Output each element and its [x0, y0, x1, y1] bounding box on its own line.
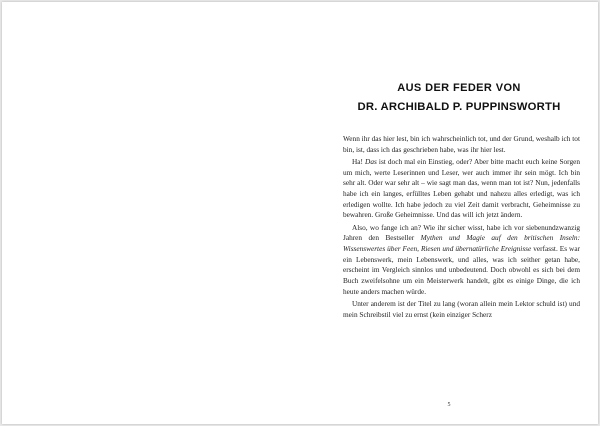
body-paragraph	[343, 223, 580, 298]
page-number: 5	[447, 402, 451, 408]
paragraph-text: Wenn ihr das hier lest, bin ich wahrscheinlich tot, und der Grund, weshalb ich tot bin, ist, dass ich das geschrieben habe, was ihr hier lest.	[343, 134, 580, 154]
paragraph-text: Also, wo fange ich an? Wie ihr sicher wisst, habe ich vor siebenundzwanzig Jahren den Bestseller	[343, 222, 580, 243]
paragraph-text: ist doch mal ein Einstieg, oder? Aber bitte macht euch keine Sorgen um mich, werte Leserinnen und Leser, wer auch immer ihr sein mögt. Ich bin sehr alt. Oder war sehr alt – wie sagt man das, wenn man tot ist? Nun, jedenfalls habe ich ein langes, erfülltes Leben gehabt und nahezu alles erledigt, was ich erledigen wollte. Ich habe jedoch zu viel Zeit damit verbracht, Geheimnisse zu bewahren. Große Geheimnisse. Und das will ich jetzt ändern.	[343, 156, 580, 220]
title-line-1: AUS DER FEDER VON	[397, 82, 521, 94]
italic-text: Das	[365, 156, 377, 166]
body-paragraph	[343, 134, 580, 155]
body-paragraph	[343, 157, 580, 221]
body-paragraph	[343, 299, 580, 320]
italic-text: Mythen und Magie auf den britischen Inseln: Wissenswertes über Feen, Riesen und übernatürliche Ereignisse	[343, 233, 581, 254]
chapter-title	[340, 79, 578, 117]
title-line-2: DR. ARCHIBALD P. PUPPINSWORTH	[357, 101, 561, 113]
book-spread	[2, 2, 598, 424]
right-page	[300, 2, 598, 424]
paragraph-text: verfasst. Es war ein Lebenswerk, mein Lebenswerk, und alles, was ich seither getan habe, erscheint im Vergleich sinnlos und unbedeutend. Doch obwohl es sich bei dem Buch zweifelsohne um ein Meisterwerk handelt, gibt es einige Dinge, die ich heute anders machen würde.	[343, 244, 581, 296]
left-page-blank	[2, 2, 300, 424]
body-text	[343, 134, 580, 320]
paragraph-text: Unter anderem ist der Titel zu lang (woran allein mein Lektor schuld ist) und mein Schreibstil viel zu ernst (kein einziger Scherz	[343, 299, 580, 319]
paragraph-text: Ha!	[352, 156, 366, 166]
